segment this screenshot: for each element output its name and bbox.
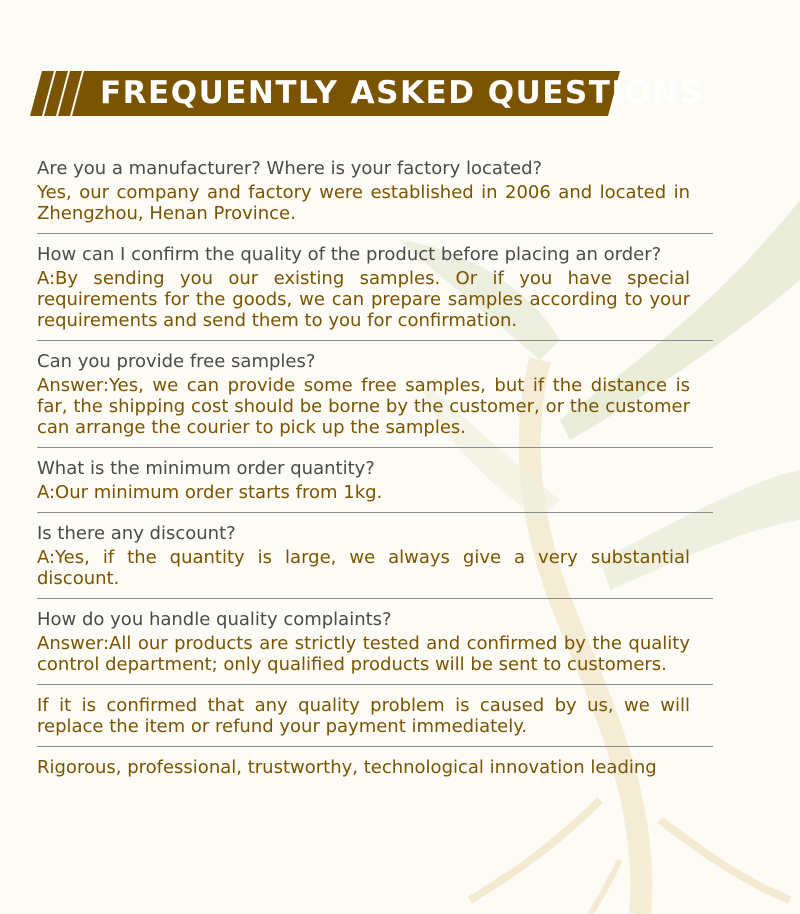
faq-answer: A:By sending you our existing samples. Or if you have special requirements for the goods, we can prepare samples according to your requirements and send them to you for confirmation. bbox=[37, 268, 690, 331]
faq-item bbox=[37, 599, 713, 685]
faq-item bbox=[37, 150, 713, 234]
faq-question: How do you handle quality complaints? bbox=[37, 609, 392, 630]
faq-question: How can I confirm the quality of the product before placing an order? bbox=[37, 244, 662, 265]
faq-item bbox=[37, 448, 713, 513]
faq-item bbox=[37, 341, 713, 448]
faq-header-banner bbox=[20, 71, 704, 116]
faq-answer: Answer:Yes, we can provide some free samples, but if the distance is far, the shipping cost should be borne by the customer, or the customer can arrange the courier to pick up the samples. bbox=[37, 375, 690, 438]
page-title: FREQUENTLY ASKED QUESTIONS bbox=[100, 75, 704, 111]
faq-answer: Answer:All our products are strictly tested and confirmed by the quality control department; only qualified products will be sent to customers. bbox=[37, 633, 690, 675]
faq-list bbox=[37, 150, 690, 787]
faq-question: Is there any discount? bbox=[37, 523, 236, 544]
company-values-statement: Rigorous, professional, trustworthy, technological innovation leading bbox=[37, 757, 657, 778]
faq-answer: A:Our minimum order starts from 1kg. bbox=[37, 482, 383, 503]
faq-question: Can you provide free samples? bbox=[37, 351, 316, 372]
faq-item bbox=[37, 234, 713, 341]
faq-answer: Yes, our company and factory were established in 2006 and located in Zhengzhou, Henan Province. bbox=[37, 182, 690, 224]
faq-question: What is the minimum order quantity? bbox=[37, 458, 375, 479]
faq-statement-item bbox=[37, 747, 713, 787]
faq-statement-item bbox=[37, 685, 713, 747]
faq-answer: A:Yes, if the quantity is large, we always give a very substantial discount. bbox=[37, 547, 690, 589]
quality-guarantee-statement: If it is confirmed that any quality problem is caused by us, we will replace the item or refund your payment immediately. bbox=[37, 695, 690, 737]
faq-item bbox=[37, 513, 713, 599]
faq-question: Are you a manufacturer? Where is your factory located? bbox=[37, 158, 543, 179]
